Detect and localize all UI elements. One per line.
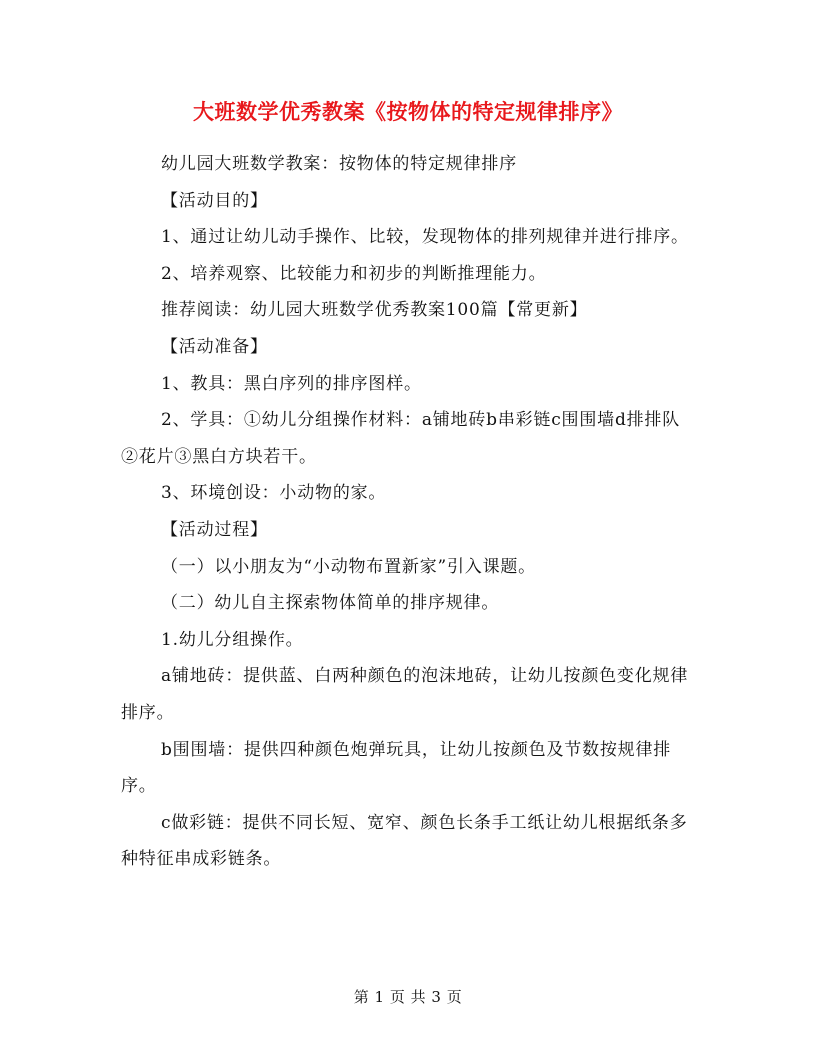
section-heading-process: 【活动过程】 (161, 519, 268, 540)
paragraph: （二）幼儿自主探索物体简单的排序规律。 (161, 593, 500, 614)
section-heading-preparation: 【活动准备】 (161, 336, 268, 357)
paragraph: （一）以小朋友为“小动物布置新家”引入课题。 (161, 556, 536, 577)
paragraph: 2、学具：①幼儿分组操作材料：a铺地砖b串彩链c围围墙d排排队②花片③黑白方块若干。 (121, 410, 681, 467)
paragraph: c做彩链：提供不同长短、宽窄、颜色长条手工纸让幼儿根据纸条多种特征串成彩链条。 (121, 812, 688, 870)
paragraph: a铺地砖：提供蓝、白两种颜色的泡沫地砖，让幼儿按颜色变化规律排序。 (121, 666, 689, 723)
recommended-reading: 推荐阅读：幼儿园大班数学优秀教案100篇【常更新】 (161, 300, 588, 321)
document-title: 大班数学优秀教案《按物体的特定规律排序》 (193, 99, 623, 124)
paragraph: 1.幼儿分组操作。 (161, 629, 304, 650)
paragraph: 1、通过让幼儿动手操作、比较，发现物体的排列规律并进行排序。 (161, 227, 689, 248)
paragraph: 3、环境创设：小动物的家。 (161, 483, 387, 504)
paragraph: 幼儿园大班数学教案：按物体的特定规律排序 (161, 154, 517, 174)
section-heading-goals: 【活动目的】 (161, 190, 268, 211)
paragraph: 2、培养观察、比较能力和初步的判断推理能力。 (161, 263, 547, 284)
paragraph: 1、教具：黑白序列的排序图样。 (161, 373, 422, 394)
document-body (121, 146, 695, 878)
paragraph: b围围墙：提供四种颜色炮弹玩具，让幼儿按颜色及节数按规律排序。 (121, 739, 672, 797)
page-footer: 第 1 页 共 3 页 (353, 988, 463, 1006)
